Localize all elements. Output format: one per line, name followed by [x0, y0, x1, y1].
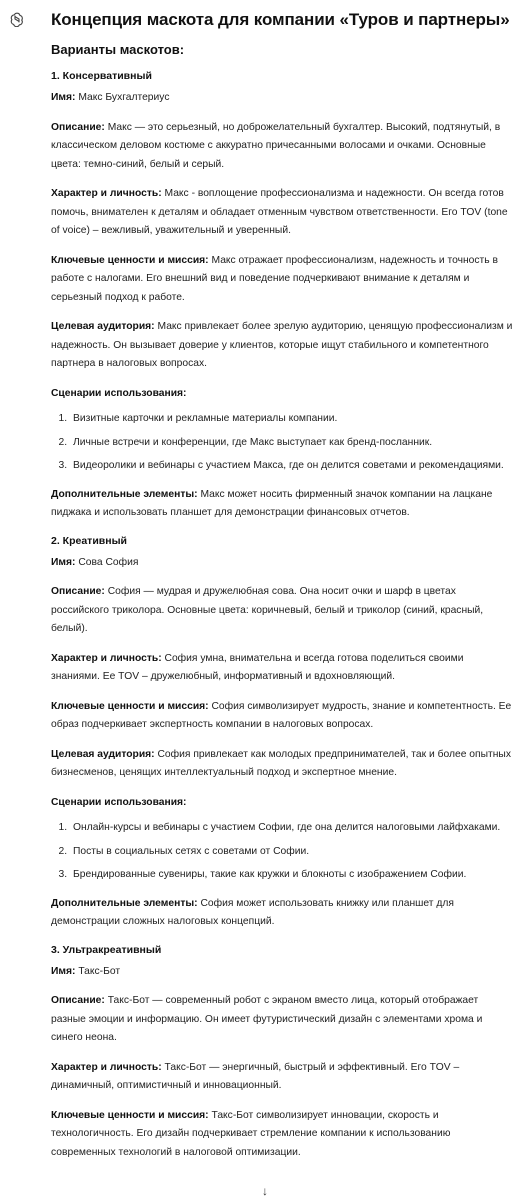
mascot-values: Ключевые ценности и миссия: София символизирует мудрость, знание и компетентность. Ее образ подчеркивает экспертность компании в налоговых вопросах. — [51, 700, 512, 730]
mascot-title: 1. Консервативный — [51, 70, 152, 82]
description-label: Описание: — [51, 995, 105, 1006]
list-item: 1. Онлайн-курсы и вебинары с участием Софии, где она делится налоговыми лайфхаками. — [70, 819, 513, 838]
mascot-audience: Целевая аудитория: Макс привлекает более зрелую аудиторию, ценящую профессионализм и надежность. Он вызывает доверие у клиентов, которые ищут стабильного и компетентного партнера в налоговых вопросах. — [51, 321, 513, 369]
scenarios-heading: Сценарии использования: — [51, 796, 187, 808]
scenarios-heading: Сценарии использования: — [51, 387, 187, 399]
character-label: Характер и личность: — [51, 1061, 162, 1073]
scenarios-list — [51, 819, 513, 885]
mascot-description: Описание: Макс — это серьезный, но доброжелательный бухгалтер. Высокий, подтянутый, в классическом деловом костюме с аккуратно причесанными волосами и очками. Основные цвета: темно-синий, белый и серый. — [51, 121, 501, 170]
list-item: 2. Посты в социальных сетях с советами от Софии. — [70, 843, 513, 862]
mascot-section-2 — [51, 534, 513, 932]
audience-label: Целевая аудитория: — [51, 748, 155, 760]
extras-label: Дополнительные элементы: — [51, 488, 198, 500]
values-label: Ключевые ценности и миссия: — [51, 254, 209, 266]
values-label: Ключевые ценности и миссия: — [51, 700, 209, 712]
mascot-audience: Целевая аудитория: София привлекает как молодых предпринимателей, так и более опытных бизнесменов, ценящих интеллектуальный подход и экспертное мнение. — [51, 748, 511, 778]
mascot-extras: Дополнительные элементы: Макс может носить фирменный значок компании на лацкане пиджака и использовать планшет для демонстрации финансовых отчетов. — [51, 488, 493, 518]
scenarios-list — [51, 410, 513, 476]
mascot-character: Характер и личность: Макс - воплощение профессионализма и надежности. Он всегда готов помочь, внимателен к деталям и обладает отменным чувством ответственности. Его TOV (tone of voice) – вежливый, уважительный и уверенный. — [51, 188, 508, 236]
character-label: Характер и личность: — [51, 652, 162, 664]
mascot-name: Имя: Такс-Бот — [51, 965, 121, 977]
mascot-title: 2. Креативный — [51, 534, 127, 547]
extras-label: Дополнительные элементы: — [51, 897, 198, 909]
mascot-extras: Дополнительные элементы: София может использовать книжку или планшет для демонстрации сложных налоговых концепций. — [51, 897, 454, 927]
mascot-character: Характер и личность: Такс-Бот — энергичный, быстрый и эффективный. Его TOV – динамичный, оптимистичный и инновационный. — [51, 1061, 460, 1091]
page-title: Концепция маскота для компании «Туров и партнеры» — [51, 10, 510, 29]
mascot-character: Характер и личность: София умна, внимательна и всегда готова поделиться своими знаниями. Ее TOV – дружелюбный, информативный и вдохновляющий. — [51, 652, 464, 682]
description-label: Описание: — [51, 586, 105, 597]
values-label: Ключевые ценности и миссия: — [51, 1109, 209, 1121]
name-label: Имя: — [51, 556, 76, 568]
mascot-section-1 — [51, 69, 513, 523]
document-body — [51, 69, 513, 1173]
character-label: Характер и личность: — [51, 188, 162, 199]
section-title: Варианты маскотов: — [51, 42, 185, 57]
list-item: 1. Визитные карточки и рекламные материалы компании. — [70, 410, 513, 429]
list-item: 3. Брендированные сувениры, такие как кружки и блокноты с изображением Софии. — [70, 866, 513, 885]
mascot-description: Описание: Такс-Бот — современный робот с экраном вместо лица, который отображает разные эмоции и информацию. Он имеет футуристический дизайн с элементами хрома и синего неона. — [51, 995, 483, 1043]
name-label: Имя: — [51, 92, 76, 103]
audience-label: Целевая аудитория: — [51, 321, 155, 332]
mascot-description: Описание: София — мудрая и дружелюбная сова. Она носит очки и шарф в цветах российского триколора. Основные цвета: коричневый, белый и триколор (синий, красный, белый). — [51, 586, 484, 634]
mascot-section-3 — [51, 943, 513, 1163]
chatgpt-logo-icon — [9, 11, 25, 27]
description-label: Описание: — [51, 121, 105, 133]
list-item: 2. Личные встречи и конференции, где Макс выступает как бренд-посланник. — [70, 434, 513, 453]
mascot-name: Имя: Сова София — [51, 556, 139, 568]
arrow-down-icon[interactable]: ↓ — [262, 1184, 268, 1198]
mascot-title: 3. Ультракреативный — [51, 943, 162, 956]
mascot-name: Имя: Макс Бухгалтериус — [51, 92, 170, 103]
mascot-values: Ключевые ценности и миссия: Такс-Бот символизирует инновации, скорость и технологичность. Его дизайн подчеркивает стремление компании к использованию современных технологий в налоговой оптимизации. — [51, 1109, 451, 1158]
name-label: Имя: — [51, 965, 76, 977]
mascot-values: Ключевые ценности и миссия: Макс отражает профессионализм, надежность и точность в работе с налогами. Его внешний вид и поведение подчеркивают внимание к деталям и серьезный подход к работе. — [51, 254, 498, 303]
list-item: 3. Видеоролики и вебинары с участием Макса, где он делится советами и рекомендациями. — [70, 457, 513, 476]
